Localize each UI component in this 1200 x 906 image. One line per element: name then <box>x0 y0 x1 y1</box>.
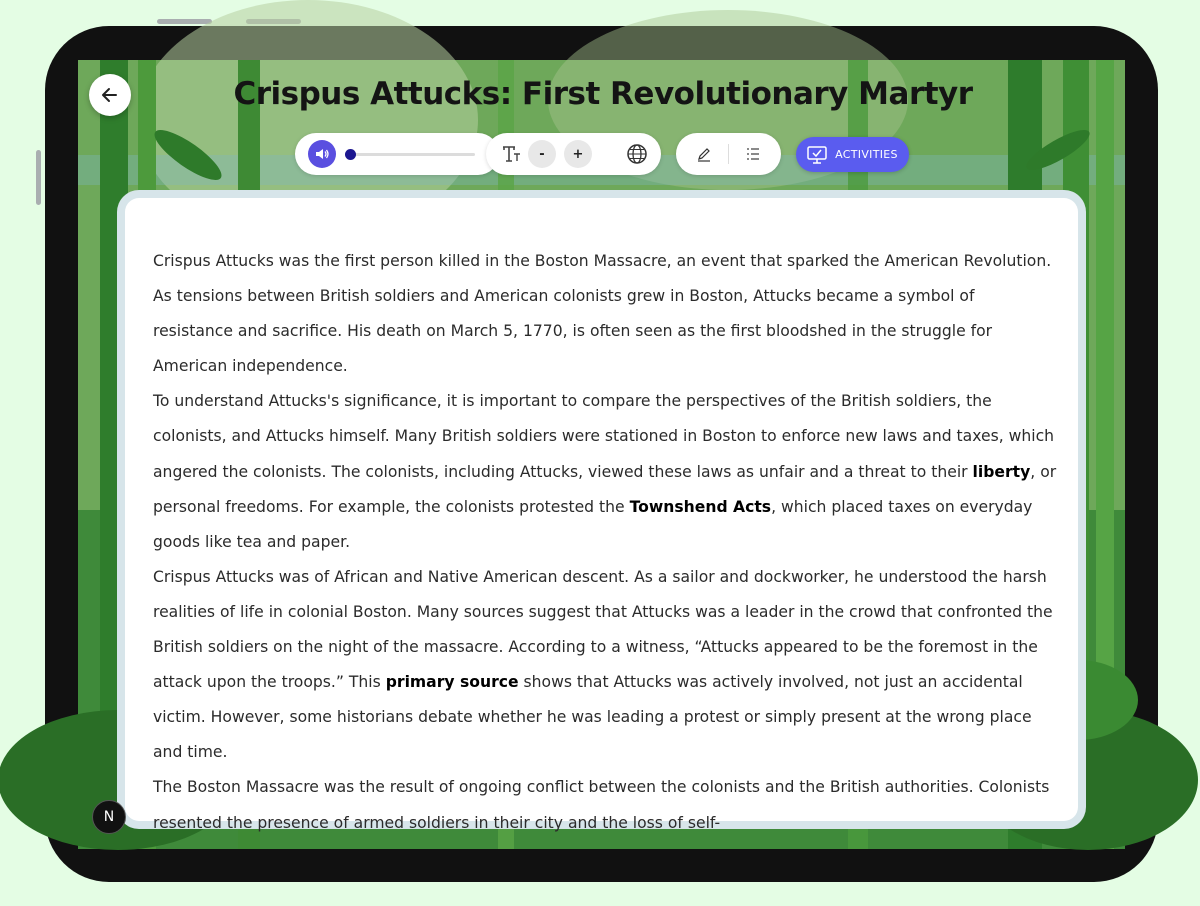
play-audio-button[interactable] <box>308 140 336 168</box>
list-icon[interactable] <box>746 147 760 161</box>
audio-progress-knob[interactable] <box>345 149 356 160</box>
speaker-icon <box>314 146 330 162</box>
arrow-left-icon <box>100 85 120 105</box>
reader-frame <box>117 190 1086 832</box>
reading-tools <box>676 133 781 175</box>
article-body <box>153 244 1058 841</box>
vocab-term[interactable]: Townshend Acts <box>629 497 772 516</box>
text-format-icon[interactable] <box>500 143 522 165</box>
device-top-button-1 <box>157 19 212 24</box>
text-controls <box>486 133 661 175</box>
back-button[interactable] <box>89 74 131 116</box>
vocab-term[interactable]: primary source <box>385 673 519 692</box>
activities-button[interactable] <box>796 137 909 172</box>
article-paragraph <box>153 560 1058 771</box>
monitor-icon <box>807 146 827 164</box>
activities-label: ACTIVITIES <box>835 148 898 161</box>
article-text: shows that Attucks was actively involved, not just an accidental victim. However, some historians debate whether he was leading a protest or simply present at the wrong place and time. <box>153 673 1032 762</box>
dev-badge[interactable]: N <box>92 800 126 834</box>
audio-player <box>295 133 499 175</box>
article-text: , which placed taxes on everyday goods like tea and paper. <box>153 497 1033 551</box>
page-title: Crispus Attucks: First Revolutionary Martyr <box>233 76 973 112</box>
app-screen <box>78 60 1125 849</box>
globe-icon[interactable] <box>626 143 648 165</box>
article-text: Crispus Attucks was of African and Native American descent. As a sailor and dockworker, he understood the harsh realities of life in colonial Boston. Many sources suggest that Attucks was a leader in the crowd that confronted the British soldiers on the night of the massacre. According to a witness, “Attucks appeared to be the foremost in the attack upon the troops.” This <box>153 567 1053 692</box>
vocab-term[interactable]: liberty <box>972 462 1031 481</box>
audio-progress-slider[interactable] <box>345 153 475 156</box>
article-text: To understand Attucks's significance, it is important to compare the perspectives of the British soldiers, the colonists, and Attucks himself. Many British soldiers were stationed in Boston to enforce new laws and taxes, which angered the colonists. The colonists, including Attucks, viewed these laws as unfair and a threat to their <box>153 392 1055 481</box>
tools-divider <box>728 144 729 164</box>
device-side-button <box>36 150 41 205</box>
decrease-text-size-button[interactable]: - <box>528 140 556 168</box>
pen-icon[interactable] <box>696 146 712 162</box>
article-paragraph: The Boston Massacre was the result of ongoing conflict between the colonists and the British authorities. Colonists resented the presence of armed soldiers in their city and the loss of self- <box>153 778 1050 832</box>
increase-text-size-button[interactable]: + <box>564 140 592 168</box>
article-paragraph: Crispus Attucks was the first person killed in the Boston Massacre, an event that sparked the American Revolution. As tensions between British soldiers and American colonists grew in Boston, Attucks became a symbol of resistance and sacrifice. His death on March 5, 1770, is often seen as the first bloodshed in the struggle for American independence. <box>153 252 1052 376</box>
article-paragraph <box>153 384 1058 559</box>
article-text: , or personal freedoms. For example, the colonists protested the <box>153 462 1057 516</box>
reader-card[interactable] <box>125 198 1078 832</box>
